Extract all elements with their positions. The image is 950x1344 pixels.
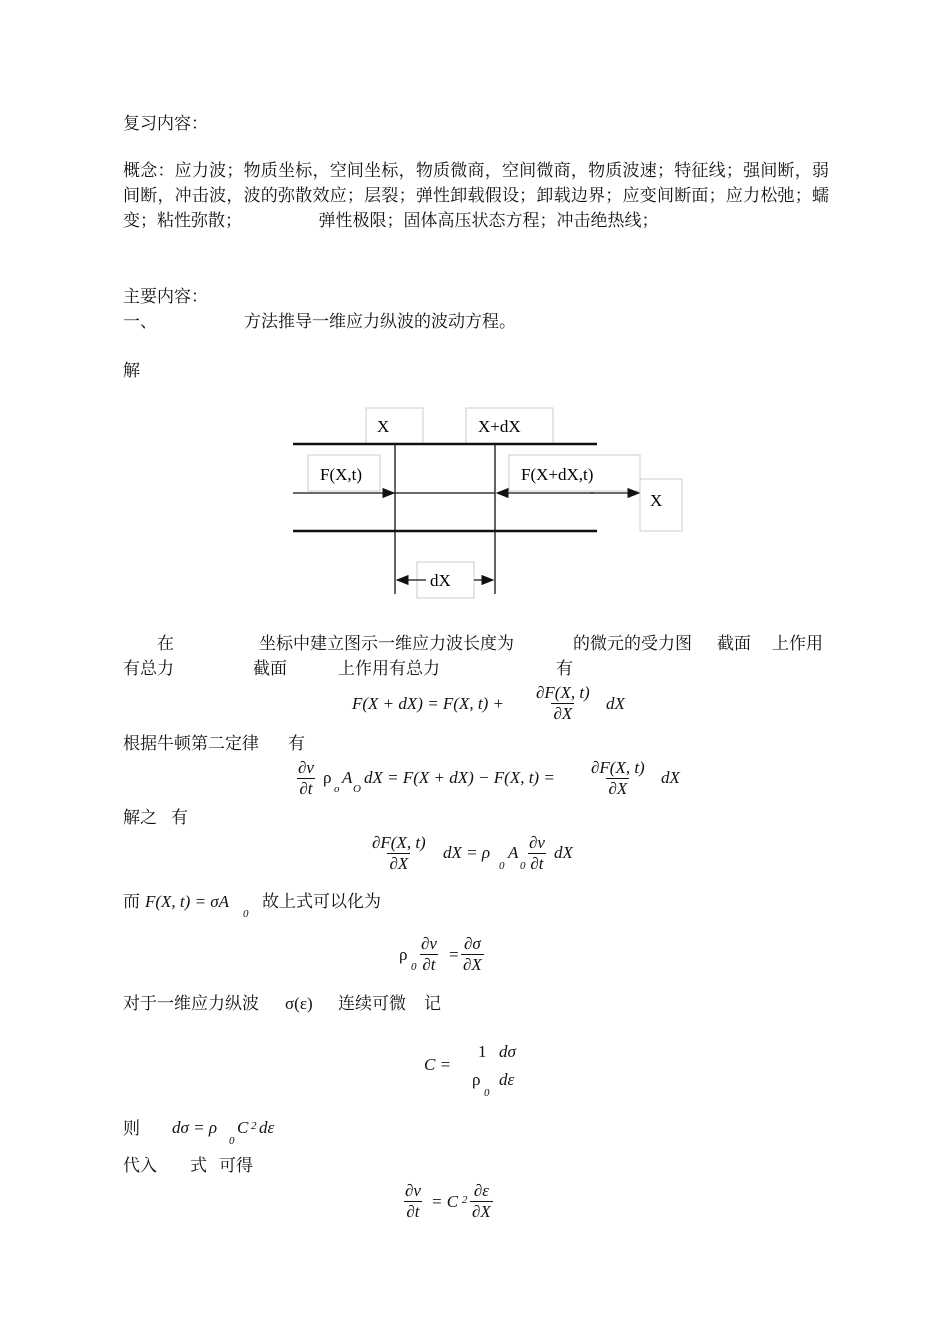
thus-text: 故上式可以化为 (262, 892, 381, 912)
eq2-den-b: ∂X (608, 779, 628, 798)
eq3-mid: dX = ρ (443, 843, 491, 862)
sub-a: 代入 (123, 1156, 157, 1176)
eq7-one: 1 (478, 1042, 487, 1061)
eq2-fraction-b (589, 758, 647, 799)
eq1-fraction (534, 683, 592, 724)
sub-b: 式 (190, 1156, 207, 1176)
eq5-num-b: ∂σ (464, 934, 481, 953)
eq8: dσ = ρ (172, 1118, 218, 1137)
item1-text: 方法推导一维应力纵波的波动方程。 (244, 312, 516, 332)
p1-c: 的微元的受力图 (573, 634, 692, 654)
eq4-sub: 0 (243, 908, 249, 920)
eq2-den-a: ∂t (299, 779, 313, 798)
label-fxdx: F(X+dX,t) (521, 465, 594, 484)
eq9-den-a: ∂t (406, 1202, 420, 1221)
label-dx: dX (430, 571, 451, 590)
concepts-paragraph: 概念：应力波；物质坐标，空间坐标，物质微商，空间微商，物质波速；特征线；强间断，弱间断，冲击波，波的弥散效应；层裂；弹性卸载假设；卸载边界；应变间断面；应力松弛；蠕变；粘性弥散； 弹性极限；固体高压状态方程；冲击绝热线； (123, 161, 829, 231)
eq5-eq: = (449, 945, 459, 964)
solve-text: 解之 (123, 808, 157, 828)
p1-e: 上作用 (772, 634, 823, 654)
eq3-num: ∂F(X, t) (372, 833, 426, 852)
eq2-mid: dX = F(X + dX) − F(X, t) = (364, 768, 555, 787)
newton-text: 根据牛顿第二定律 (123, 734, 259, 754)
note-text: 记 (424, 994, 441, 1014)
sub-c: 可得 (219, 1156, 253, 1176)
eq9-fraction-a (403, 1181, 423, 1222)
eq5-rho: ρ (399, 945, 408, 964)
label-fxt: F(X,t) (320, 465, 363, 484)
eq2-fraction-a (296, 758, 316, 799)
solution-label: 解 (123, 361, 140, 381)
eq7-c: C = (424, 1055, 452, 1074)
p2-c: 上作用有总力 (338, 659, 440, 679)
eq2-num-a: ∂v (298, 758, 314, 777)
eq3-num-b: ∂v (529, 833, 545, 852)
eq5-fraction-b (461, 934, 484, 975)
eq3-a-sub: 0 (520, 860, 526, 872)
eq1-tail: dX (606, 694, 625, 713)
eq5-fraction-a (419, 934, 439, 975)
p2-d: 有 (556, 659, 573, 679)
p2-b: 截面 (253, 659, 287, 679)
review-heading: 复习内容： (123, 114, 208, 134)
p1-b: 坐标中建立图示一维应力波长度为 (259, 634, 514, 654)
eq9-mid: = C (431, 1192, 459, 1211)
p2-a: 有总力 (123, 659, 174, 679)
eq3-a: A (508, 843, 519, 862)
eq8-tail: dε (259, 1118, 275, 1137)
label-xdx: X+dX (478, 417, 521, 436)
eq4: F(X, t) = σA (145, 892, 230, 911)
eq2-a: A (342, 768, 353, 787)
eq7-rho-sub: 0 (484, 1087, 490, 1099)
eq3-den: ∂X (389, 854, 409, 873)
diff-text: 连续可微 (338, 994, 406, 1014)
label-x: X (377, 417, 390, 436)
force-diagram (0, 398, 950, 618)
eq3-rho-sub: 0 (499, 860, 505, 872)
eq1-denominator: ∂X (553, 704, 573, 723)
eq8-sub: 0 (229, 1135, 235, 1147)
eq2-num-b: ∂F(X, t) (591, 758, 645, 777)
eq9-num-b: ∂ε (473, 1181, 489, 1200)
eq2-a-sub: O (353, 783, 361, 795)
eq5-rho-sub: 0 (411, 961, 417, 973)
label-box-x (366, 408, 423, 444)
then-text: 则 (123, 1119, 140, 1139)
for1d-text: 对于一维应力纵波 (123, 994, 259, 1014)
eq1-numerator: ∂F(X, t) (536, 683, 590, 702)
eq9-fraction-b (470, 1181, 493, 1222)
eq1-lhs: F(X + dX) = F(X, t) + (352, 694, 504, 713)
eq7-deps: dε (499, 1070, 515, 1089)
eq5-num-a: ∂v (421, 934, 437, 953)
and-text: 而 (123, 892, 140, 912)
eq9-den-b: ∂X (472, 1202, 491, 1221)
eq5-den-a: ∂t (422, 955, 436, 974)
eq6: σ(ε) (285, 994, 313, 1013)
item1-number: 一、 (123, 312, 157, 332)
p1-d: 截面 (717, 634, 751, 654)
eq9-sup: 2 (462, 1194, 468, 1206)
eq8-c: C (237, 1118, 249, 1137)
eq2-rho: ρ (323, 768, 332, 787)
eq7-dsig: dσ (499, 1042, 516, 1061)
eq9-num-a: ∂v (405, 1181, 421, 1200)
eq3-tail: dX (554, 843, 573, 862)
eq3-fraction-a (370, 833, 428, 874)
eq3-fraction-b (527, 833, 547, 874)
eq7-rho: ρ (472, 1070, 481, 1089)
main-heading: 主要内容： (123, 287, 208, 307)
eq2-tail: dX (661, 768, 680, 787)
label-axis: X (650, 491, 663, 510)
eq2-rho-sub: o (334, 783, 340, 795)
newton-have: 有 (288, 734, 305, 754)
eq3-den-b: ∂t (530, 854, 544, 873)
eq8-sup: 2 (251, 1120, 257, 1132)
eq5-den-b: ∂X (463, 955, 482, 974)
solve-have: 有 (171, 808, 188, 828)
p1-a: 在 (157, 634, 174, 654)
